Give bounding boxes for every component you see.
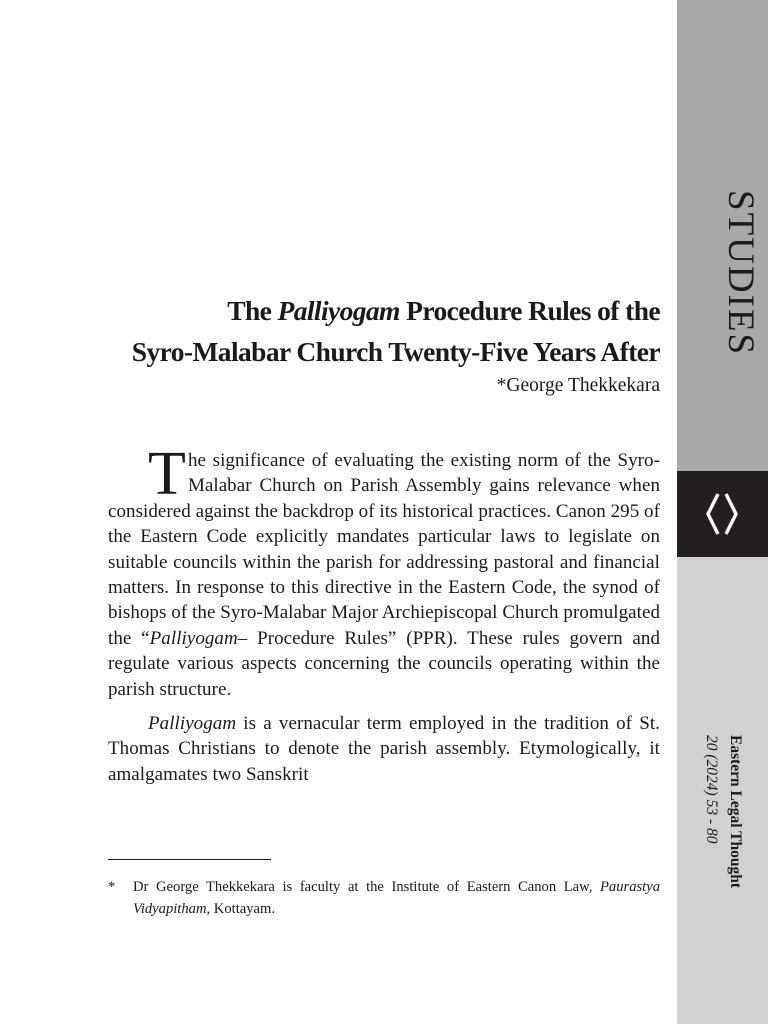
diamond-chevron-icon — [705, 490, 739, 538]
section-label: STUDIES — [720, 190, 761, 357]
paragraph-text: is a vernacular term employed in the tradition of St. Thomas Christians to denote the parish assembly. Etymologically, it amalgamates two Sanskrit — [108, 713, 660, 785]
journal-citation: 20 (2024) 53 - 80 — [703, 735, 720, 844]
italic-term: Palliyogam — [149, 627, 238, 649]
footnote-divider — [108, 859, 271, 860]
title-italic-term: Palliyogam — [277, 295, 400, 326]
paragraph-2 — [108, 711, 660, 787]
footnote-mark: * — [108, 879, 116, 895]
footnote — [108, 876, 660, 920]
journal-name: Eastern Legal Thought — [727, 735, 744, 889]
footnote-text — [133, 876, 660, 920]
article-title — [100, 290, 660, 372]
title-text: The — [227, 295, 278, 326]
footnote-italic-term: Paurastya Vidyapitham — [133, 879, 660, 917]
drop-cap: T — [148, 440, 186, 508]
title-text: Procedure Rules of the — [399, 295, 660, 326]
author-name: *George Thekkekara — [496, 375, 660, 396]
italic-term: Palliyogam — [148, 713, 237, 735]
title-line-1 — [100, 290, 660, 331]
section-sidebar — [677, 0, 768, 1024]
paragraph-text: – Procedure Rules” (PPR). These rules govern and regulate various aspects concerning the councils operating within the parish structure. — [108, 627, 660, 700]
journal-info — [697, 735, 747, 888]
footnote-text-part: Dr George Thekkekara is faculty at the Institute of Eastern Canon Law, — [133, 879, 600, 895]
paragraph-text: he significance of evaluating the existing norm of the Syro-Malabar Church on Parish Assembly gains relevance when considered against the backdrop of its historical practices. Canon 295 of the Eastern Code explicitly mandates particular laws to legislate on suitable councils within the parish for addressing pastoral and financial matters. In response to this directive in the Eastern Code, the synod of bishops of the Syro-Malabar Major Archiepiscopal Church promulgated the “ — [108, 450, 660, 649]
title-line-2: Syro-Malabar Church Twenty-Five Years After — [131, 336, 660, 367]
footnote-text-part: , Kottayam. — [206, 901, 275, 917]
article-body — [108, 440, 660, 787]
paragraph-1 — [108, 440, 660, 702]
